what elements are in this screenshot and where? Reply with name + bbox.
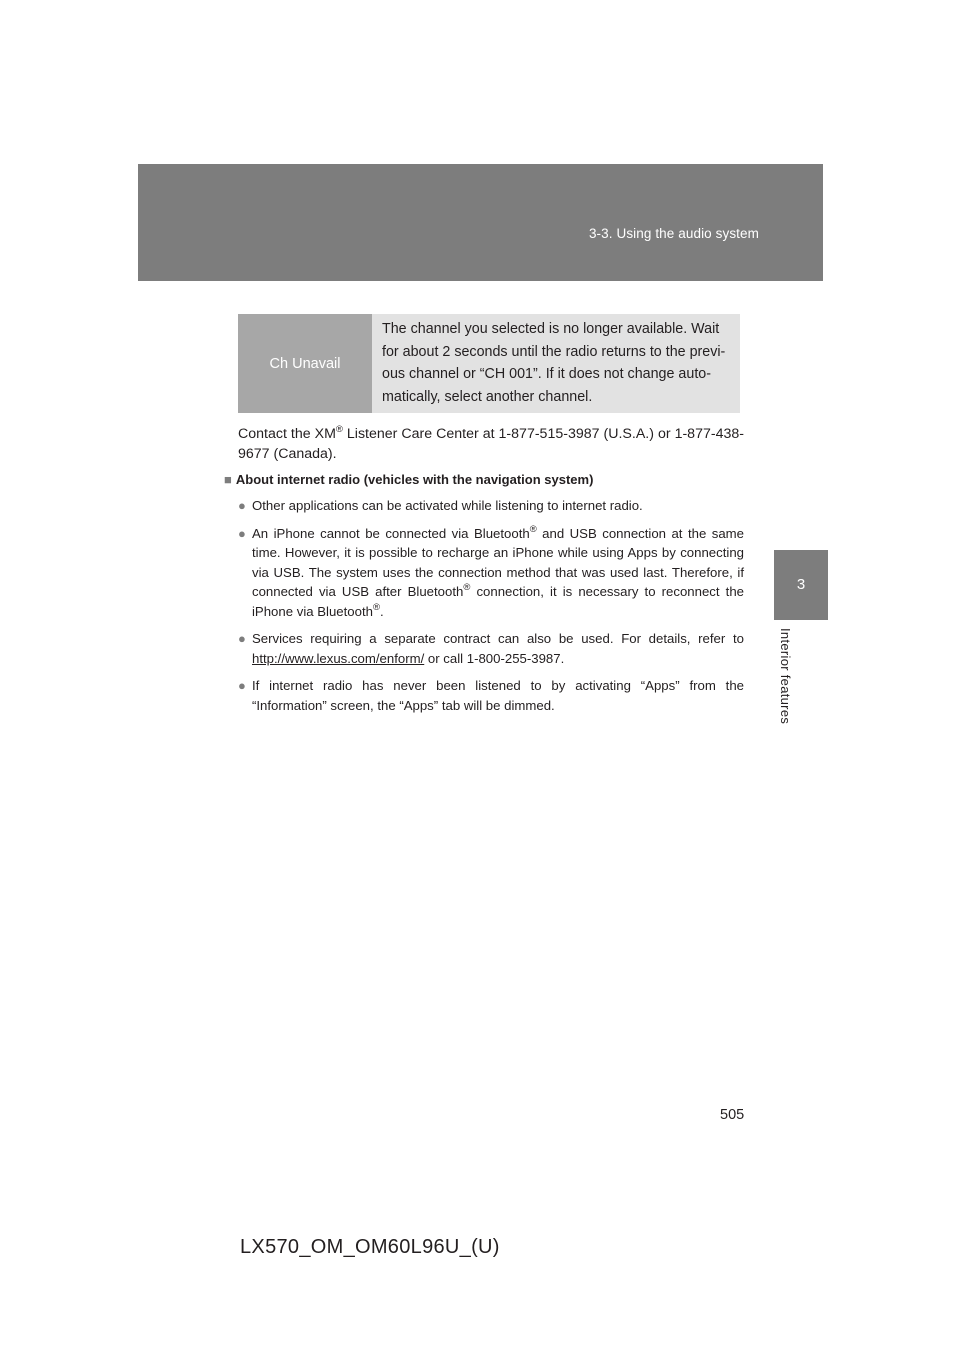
status-table xyxy=(238,314,740,413)
list-item xyxy=(238,629,744,668)
contact-paragraph xyxy=(238,425,744,464)
document-code: LX570_OM_OM60L96U_(U) xyxy=(240,1236,500,1258)
registered-mark: ® xyxy=(335,424,343,435)
bullet-text: If internet radio has never been listened to by activating “Apps” from the “Information” screen, the “Apps” tab will be dimmed. xyxy=(252,678,744,713)
section-heading xyxy=(224,472,593,487)
status-key-cell xyxy=(238,314,372,413)
bullet-icon: ● xyxy=(238,631,246,646)
bullet-text: or call 1-800-255-3987. xyxy=(424,650,565,666)
bullet-text: An iPhone cannot be connected via Bluetooth xyxy=(252,525,530,541)
section-heading-text: About internet radio (vehicles with the navigation system) xyxy=(235,472,594,487)
status-key: Ch Unavail xyxy=(269,355,341,372)
page-number: 505 xyxy=(720,1107,745,1123)
list-item xyxy=(238,676,744,715)
bullet-text: and USB connection at the same time. However, it is possible to recharge an iPhone while using Apps by connecting via USB. The system uses the connection method that was used last. Therefore, if connected via USB after Bluetooth xyxy=(252,525,744,599)
contact-text-before: Contact the XM xyxy=(238,426,336,442)
chapter-label xyxy=(778,628,800,738)
list-item xyxy=(238,524,744,622)
bullet-list xyxy=(238,496,744,723)
enform-link[interactable]: http://www.lexus.com/enform/ xyxy=(252,650,425,666)
list-item xyxy=(238,496,744,516)
bullet-icon: ● xyxy=(238,525,246,541)
square-bullet-icon: ■ xyxy=(224,472,232,487)
chapter-tab xyxy=(774,550,828,620)
bullet-icon: ● xyxy=(238,498,246,513)
bullet-text: Services requiring a separate contract can also be used. For details, refer to xyxy=(252,631,744,646)
registered-mark: ® xyxy=(463,582,471,593)
bullet-text: . xyxy=(379,603,384,619)
contact-text-after: Listener Care Center at 1-877-515-3987 (U.S.A.) or 1-877-438-9677 (Canada). xyxy=(238,426,744,462)
registered-mark: ® xyxy=(529,523,537,535)
bullet-text: Other applications can be activated while listening to internet radio. xyxy=(252,498,643,513)
status-description: The channel you selected is no longer available. Wait for about 2 seconds until the radio returns to the previ- ous channel or “CH 001”. If it does not change auto- matically, select another channel. xyxy=(372,314,740,413)
bullet-text: connection, it is necessary to reconnect the iPhone via Bluetooth xyxy=(252,584,744,619)
header-band xyxy=(138,164,823,281)
registered-mark: ® xyxy=(372,601,380,613)
chapter-number: 3 xyxy=(796,576,806,593)
chapter-title: Interior features xyxy=(778,628,793,725)
section-title: 3-3. Using the audio system xyxy=(588,226,759,241)
bullet-icon: ● xyxy=(238,678,246,693)
